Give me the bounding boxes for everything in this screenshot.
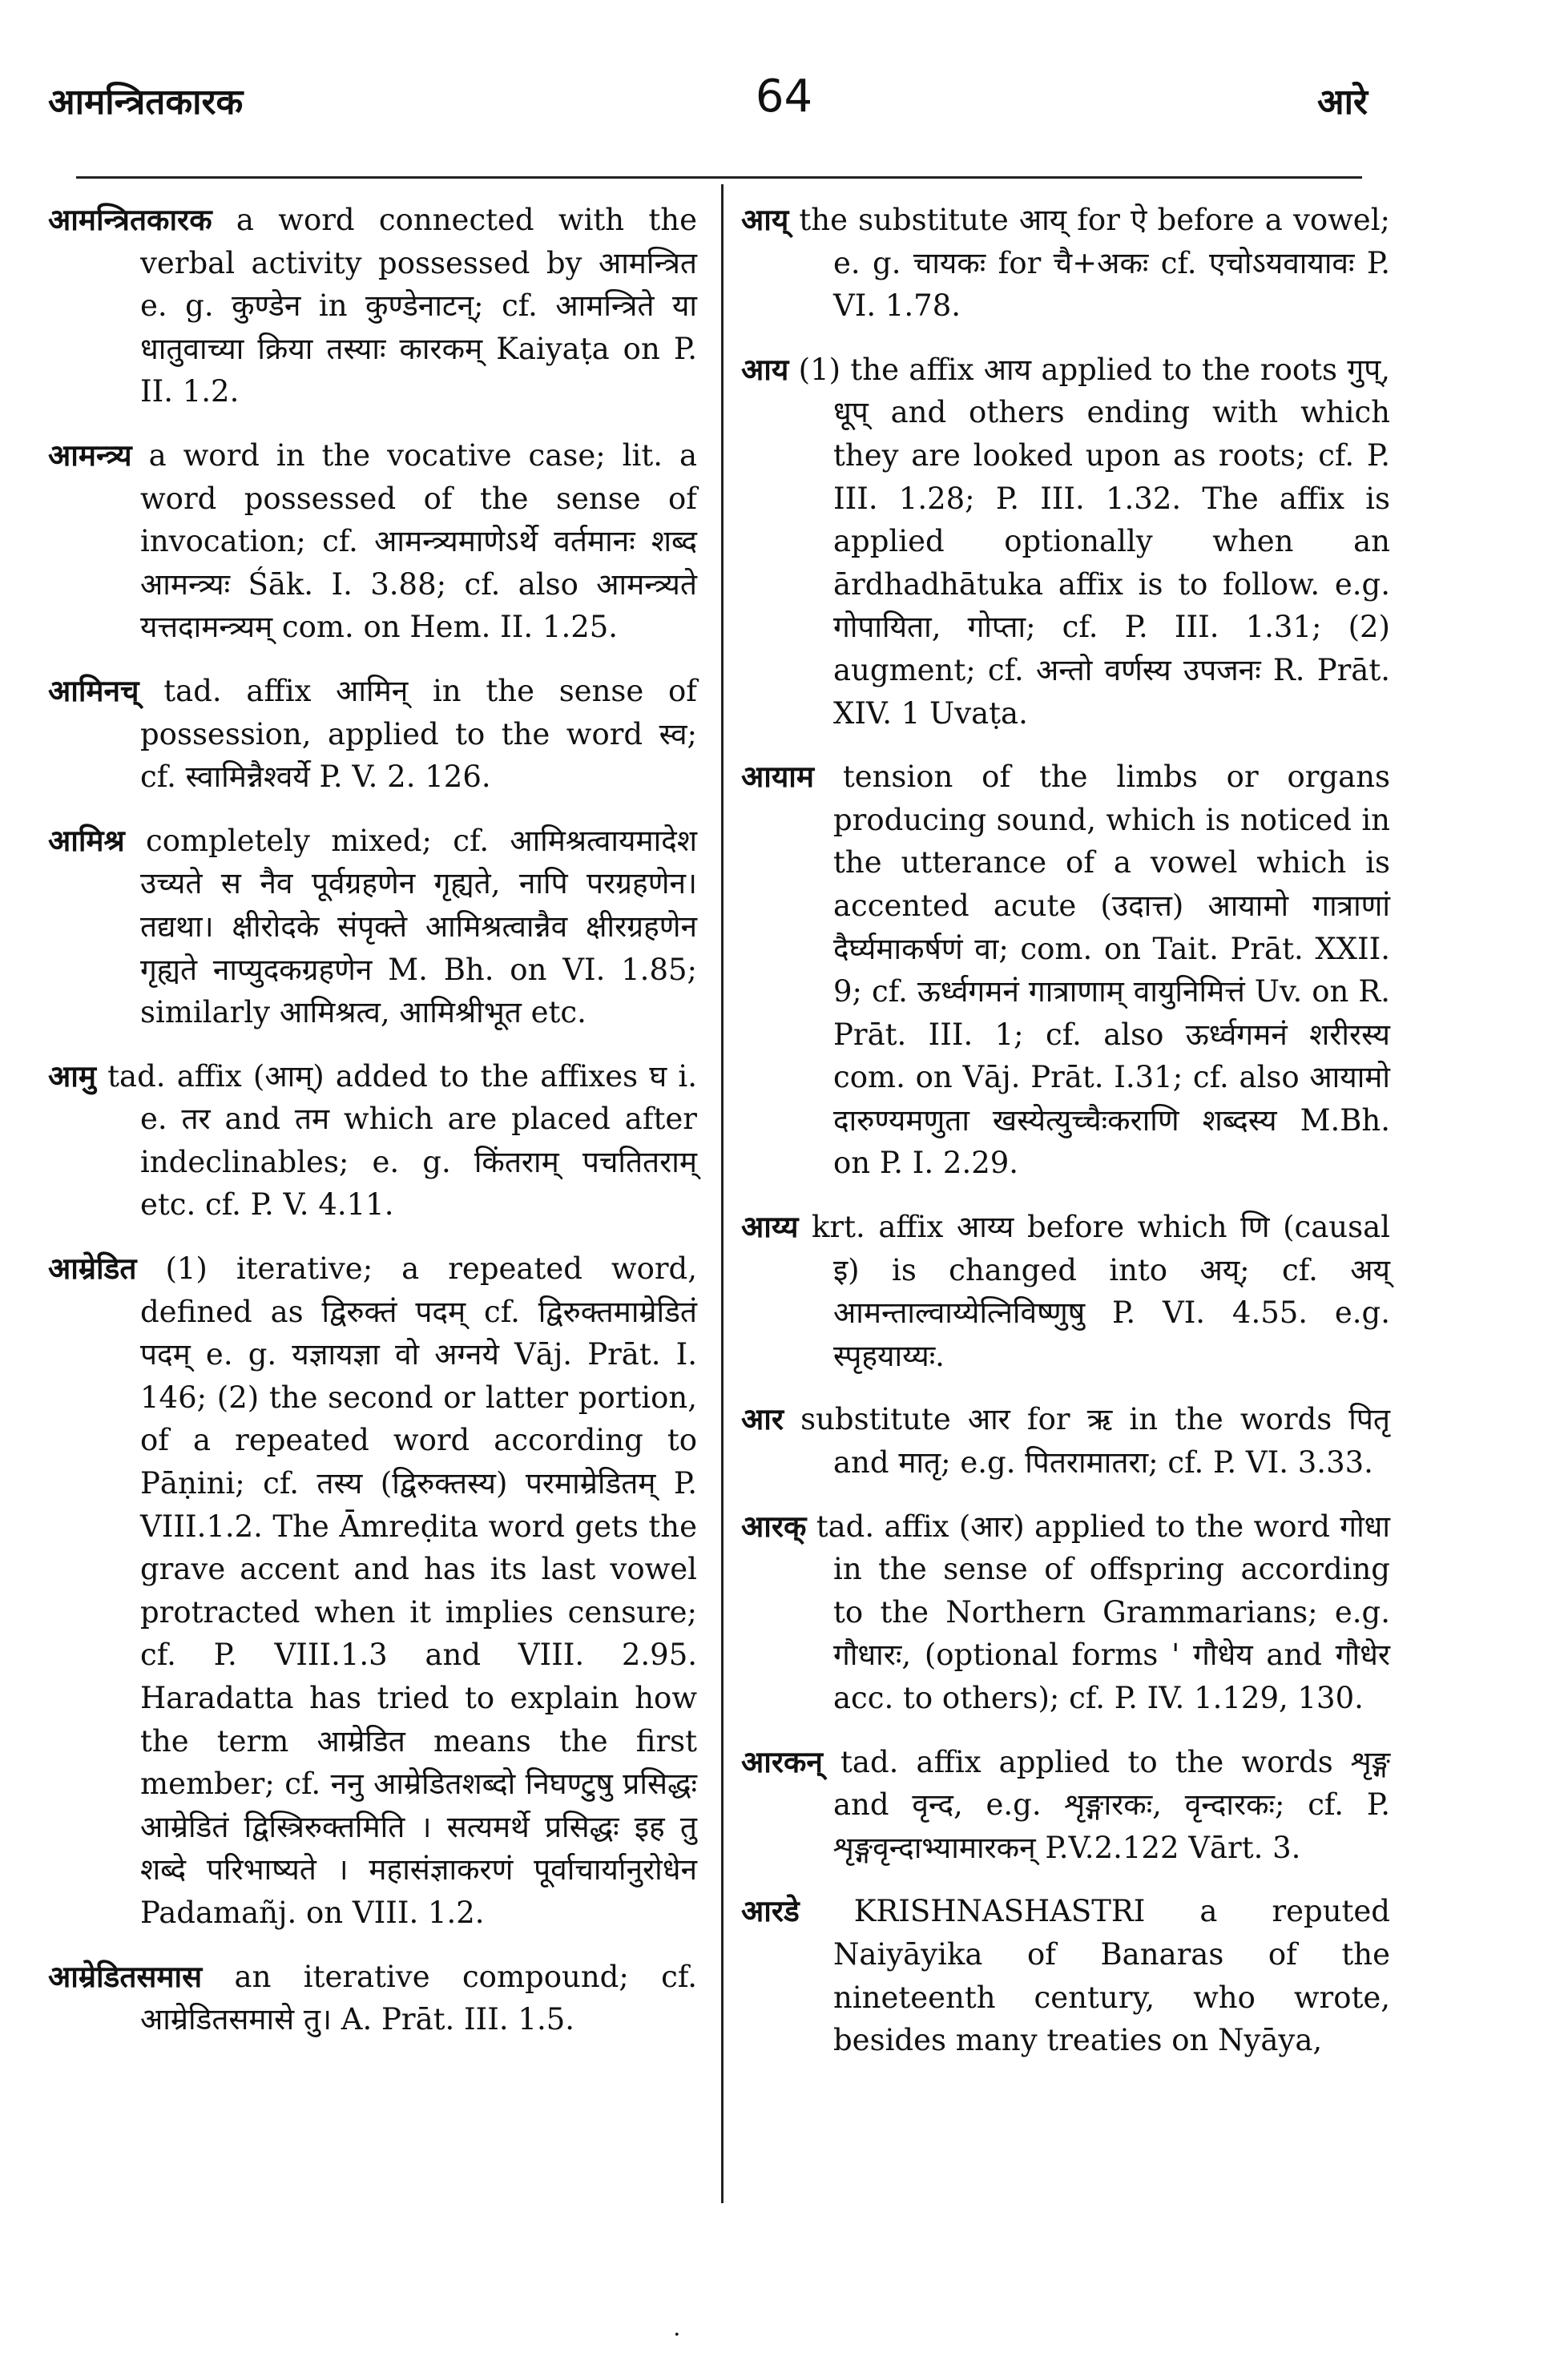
dictionary-entry bbox=[48, 820, 697, 1034]
entry-text: completely mixed; cf. आमिश्रत्वायमादेश उच्यते स नैव पूर्वग्रहणेन गृह्यते, नापि परग्रहणेन। तद्यथा। क्षीरोदके संपृक्ते आमिश्रत्वान्नैव क्षीरग्रहणेन गृह्यते नाप्युदकग्रहणेन M. Bh. on VI. 1.85; similarly आमिश्रत्व, आमिश्रीभूत etc. bbox=[140, 823, 697, 1030]
entry-headword: आय् bbox=[741, 202, 789, 237]
dictionary-entry bbox=[48, 1055, 697, 1227]
entry-text: tad. affix (आम्) added to the affixes घ i. e. तर and तम which are placed after indeclinables; e. g. किंतराम् पचतितराम् etc. cf. P. V. 4.11. bbox=[107, 1058, 697, 1223]
entry-text: tad. affix आमिन् in the sense of possession, applied to the word स्व; cf. स्वामिन्नैश्वर्ये P. V. 2. 126. bbox=[140, 673, 697, 795]
entry-headword: आम्रेडित bbox=[48, 1251, 137, 1287]
dictionary-entry bbox=[48, 199, 697, 413]
entry-headword: आमन्त्र्य bbox=[48, 437, 132, 473]
entry-headword: आर bbox=[741, 1401, 784, 1437]
dictionary-entry bbox=[741, 199, 1390, 328]
entry-text: the substitute आय् for ऐ before a vowel; e. g. चायकः for चै+अकः cf. एचोऽयवायावः P. VI. 1.78. bbox=[799, 203, 1390, 324]
dictionary-entry bbox=[741, 1890, 1390, 2061]
dictionary-entry bbox=[741, 1505, 1390, 1720]
entry-headword: आमु bbox=[48, 1058, 96, 1094]
entry-text: an iterative compound; cf. आम्रेडितसमासे तु। A. Prāt. III. 1.5. bbox=[140, 1959, 698, 2037]
dictionary-entry bbox=[741, 1206, 1390, 1377]
header-rule bbox=[76, 176, 1362, 179]
entry-headword: आम्रेडितसमास bbox=[48, 1958, 203, 1994]
left-column bbox=[48, 199, 697, 2062]
entry-text: a word connected with the verbal activity possessed by आमन्त्रित e. g. कुण्डेन in कुण्डेनाटन्; cf. आमन्त्रिते या धातुवाच्या क्रिया तस्याः कारकम् Kaiyaṭa on P. II. 1.2. bbox=[140, 203, 697, 409]
dictionary-entry bbox=[741, 1398, 1390, 1484]
running-head-left: आमन्त्रितकारक bbox=[48, 82, 244, 123]
dictionary-entry bbox=[48, 670, 697, 799]
entry-text: substitute आर for ऋ in the words पितृ and मातृ; e.g. पितरामातरा; cf. P. VI. 3.33. bbox=[800, 1402, 1390, 1481]
footer-mark: . bbox=[673, 2314, 681, 2342]
entry-text: tension of the limbs or organs producing sound, which is noticed in the utterance of a vowel which is accented acute (उदात्त) आयामो गात्राणां दैर्घ्यमाकर्षणं वा; com. on Tait. Prāt. XXII. 9; cf. ऊर्ध्वगमनं गात्राणाम् वायुनिमित्तं Uv. on R. Prāt. III. 1; cf. also ऊर्ध्वगमनं शरीरस्य com. on Vāj. Prāt. I.31; cf. also आयामो दारुण्यमणुता खस्येत्युच्चैःकराणि शब्दस्य M.Bh. on P. I. 2.29. bbox=[833, 759, 1390, 1181]
entry-text: krt. affix आय्य before which णि (causal इ) is changed into अय्; cf. अय् आमन्ताल्वाय्येत्निविष्णुषु P. VI. 4.55. e.g. स्पृहयाय्यः. bbox=[812, 1210, 1390, 1373]
entry-headword: आय bbox=[741, 351, 789, 387]
entry-headword: आरकन् bbox=[741, 1743, 823, 1779]
entry-text: a word in the vocative case; lit. a word possessed of the sense of invocation; cf. आमन्त्र्यमाणेऽर्थे वर्तमानः शब्द आमन्त्र्यः Śāk. I. 3.88; cf. also आमन्त्र्यते यत्तदामन्त्र्यम् com. on Hem. II. 1.25. bbox=[140, 437, 697, 645]
entry-text: tad. affix (आर) applied to the word गोधा in the sense of offspring according to the Northern Grammarians; e.g. गौधारः, (optional forms ' गौधेय and गौधेर acc. to others); cf. P. IV. 1.129, 130. bbox=[816, 1509, 1391, 1715]
entry-headword: आरक् bbox=[741, 1508, 807, 1544]
dictionary-entry bbox=[741, 755, 1390, 1185]
entry-text: (1) the affix आय applied to the roots गुप्, धूप् and others ending with which they are looked upon as roots; cf. P. III. 1.28; P. III. 1.32. The affix is applied optionally when an ārdhadhātuka affix is to follow. e.g. गोपायिता, गोप्ता; cf. P. III. 1.31; (2) augment; cf. अन्तो वर्णस्य उपजनः R. Prāt. XIV. 1 Uvaṭa. bbox=[798, 352, 1390, 731]
entry-headword: आरडे bbox=[741, 1893, 800, 1929]
right-column bbox=[741, 199, 1390, 2083]
entry-headword: आयाम bbox=[741, 759, 814, 795]
page-number: 64 bbox=[755, 71, 813, 123]
dictionary-entry bbox=[48, 1247, 697, 1935]
entry-headword: आय्य bbox=[741, 1209, 799, 1245]
entry-headword: आमिनच् bbox=[48, 672, 139, 708]
running-head-right: आरे bbox=[1317, 82, 1368, 123]
entry-headword: आमिश्र bbox=[48, 822, 125, 858]
dictionary-entry bbox=[741, 349, 1390, 735]
entry-headword: आमन्त्रितकारक bbox=[48, 202, 212, 237]
dictionary-entry bbox=[741, 1741, 1390, 1870]
column-divider bbox=[721, 184, 724, 2203]
entry-text: (1) iterative; a repeated word, defined as द्विरुक्तं पदम् cf. द्विरुक्तमाम्रेडितं पदम् e. g. यज्ञायज्ञा वो अग्नये Vāj. Prāt. I. 146; (2) the second or latter portion, of a repeated word according to Pāṇini; cf. तस्य (द्विरुक्तस्य) परमाम्रेडितम् P. VIII.1.2. The Āmreḍita word gets the grave accent and has its last vowel protracted when it implies censure; cf. P. VIII.1.3 and VIII. 2.95. Haradatta has tried to explain how the term आम्रेडित means the first member; cf. ननु आम्रेडितशब्दो निघण्टुषु प्रसिद्धः आम्रेडितं द्विस्त्रिरुक्तमिति । सत्यमर्थे प्रसिद्धः इह तु शब्दे परिभाष्यते । महासंज्ञाकरणं पूर्वाचार्यानुरोधेन Padamañj. on VIII. 1.2. bbox=[140, 1251, 697, 1930]
entry-text: tad. affix applied to the words शृङ्ग and वृन्द, e.g. शृङ्गारकः, वृन्दारकः; cf. P. शृङ्गवृन्दाभ्यामारकन् P.V.2.122 Vārt. 3. bbox=[833, 1744, 1391, 1865]
entry-text: KRISHNASHASTRI a reputed Naiyāyika of Banaras of the nineteenth century, who wrote, besides many treaties on Nyāya, bbox=[833, 1894, 1390, 2058]
dictionary-entry bbox=[48, 1956, 697, 2041]
dictionary-entry bbox=[48, 434, 697, 649]
